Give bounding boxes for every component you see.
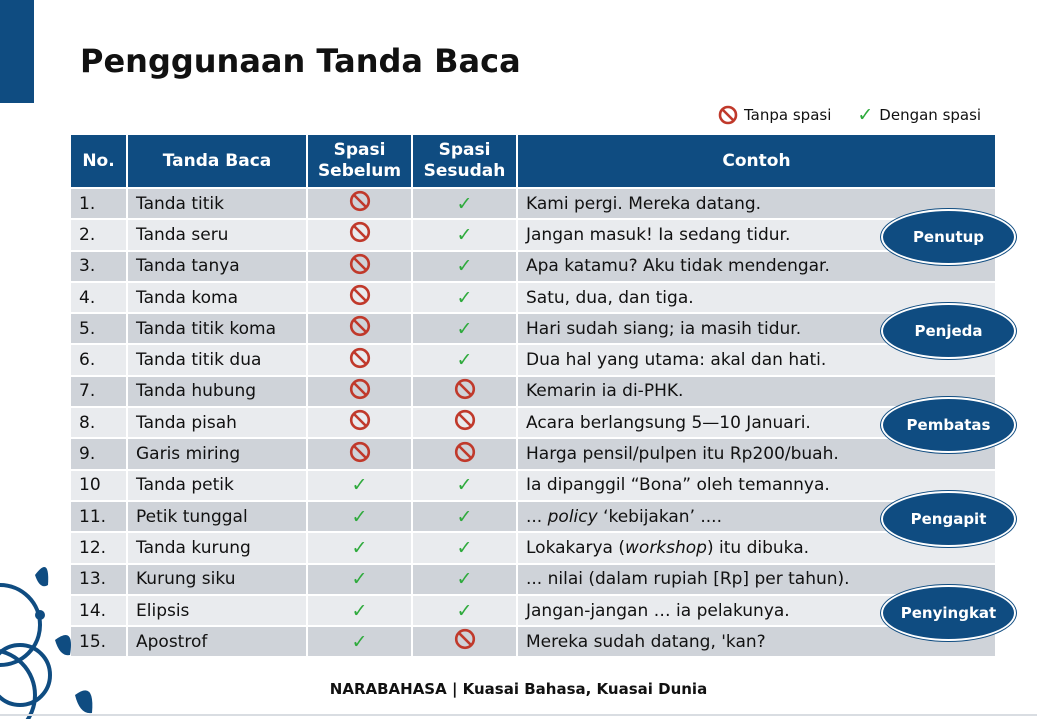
punctuation-name: Tanda koma xyxy=(128,283,306,312)
header-spasi-sebelum-line2: Sebelum xyxy=(317,161,402,181)
check-icon: ✓ xyxy=(351,630,368,653)
space-after-cell xyxy=(413,565,516,594)
header-spasi-sesudah-line2: Sesudah xyxy=(423,161,506,181)
table-row xyxy=(71,220,995,249)
space-after-cell xyxy=(413,533,516,562)
check-icon: ✓ xyxy=(351,568,368,591)
table-row xyxy=(71,252,995,281)
prohibited-icon xyxy=(454,441,476,468)
row-number: 1. xyxy=(71,189,126,218)
space-before-cell xyxy=(308,502,411,531)
row-number: 8. xyxy=(71,408,126,437)
check-icon: ✓ xyxy=(351,599,368,622)
punctuation-name: Elipsis xyxy=(128,596,306,625)
punctuation-name: Garis miring xyxy=(128,439,306,468)
space-before-cell xyxy=(308,189,411,218)
example-segment: Mereka sudah datang, 'kan? xyxy=(526,631,766,652)
row-number: 7. xyxy=(71,377,126,406)
check-icon: ✓ xyxy=(456,317,473,340)
header-spasi-sesudah xyxy=(413,135,516,187)
example-segment: Kemarin ia di-PHK. xyxy=(526,381,684,402)
example-segment: ... xyxy=(526,506,548,527)
punctuation-name: Tanda pisah xyxy=(128,408,306,437)
example-segment: Kami pergi. Mereka datang. xyxy=(526,193,762,214)
prohibited-icon xyxy=(718,105,738,125)
punctuation-name: Kurung siku xyxy=(128,565,306,594)
check-icon: ✓ xyxy=(351,536,368,559)
footer-brand: NARABAHASA | Kuasai Bahasa, Kuasai Dunia xyxy=(329,680,708,698)
space-after-cell xyxy=(413,377,516,406)
space-before-cell xyxy=(308,439,411,468)
space-before-cell xyxy=(308,252,411,281)
bottom-divider xyxy=(0,714,1037,716)
example-segment: Satu, dua, dan tiga. xyxy=(526,287,694,308)
example-segment: policy xyxy=(547,506,598,527)
check-icon: ✓ xyxy=(456,255,473,278)
punctuation-name: Tanda kurung xyxy=(128,533,306,562)
prohibited-icon xyxy=(454,409,476,436)
punctuation-table xyxy=(69,133,997,658)
punctuation-name: Petik tunggal xyxy=(128,502,306,531)
row-number: 6. xyxy=(71,345,126,374)
punctuation-name: Tanda tanya xyxy=(128,252,306,281)
legend-with-space-label: Dengan spasi xyxy=(879,106,982,124)
prohibited-icon xyxy=(349,409,371,436)
table-row xyxy=(71,439,995,468)
space-before-cell xyxy=(308,596,411,625)
table-header-row xyxy=(71,135,995,187)
example-segment: ‘kebijakan’ .... xyxy=(597,506,722,527)
example-segment: Acara berlangsung 5—10 Januari. xyxy=(526,412,811,433)
table-row xyxy=(71,502,995,531)
check-icon: ✓ xyxy=(456,349,473,372)
table-row xyxy=(71,345,995,374)
check-icon: ✓ xyxy=(351,474,368,497)
header-spasi-sesudah-line1: Spasi xyxy=(438,140,491,160)
row-number: 9. xyxy=(71,439,126,468)
table-row xyxy=(71,596,995,625)
check-icon: ✓ xyxy=(456,474,473,497)
check-icon: ✓ xyxy=(456,599,473,622)
header-tanda-baca: Tanda Baca xyxy=(128,135,306,187)
prohibited-icon xyxy=(349,378,371,405)
space-after-cell xyxy=(413,439,516,468)
table-row xyxy=(71,627,995,656)
punctuation-name: Apostrof xyxy=(128,627,306,656)
example-segment: Hari sudah siang; ia masih tidur. xyxy=(526,318,802,339)
punctuation-name: Tanda titik xyxy=(128,189,306,218)
header-spasi-sebelum-line1: Spasi xyxy=(333,140,386,160)
space-before-cell xyxy=(308,220,411,249)
space-after-cell xyxy=(413,627,516,656)
space-before-cell xyxy=(308,471,411,500)
prohibited-icon xyxy=(349,315,371,342)
table-body xyxy=(71,189,995,656)
table-row xyxy=(71,471,995,500)
space-before-cell xyxy=(308,314,411,343)
prohibited-icon xyxy=(349,441,371,468)
table-row xyxy=(71,377,995,406)
legend xyxy=(718,104,981,126)
space-before-cell xyxy=(308,345,411,374)
space-after-cell xyxy=(413,189,516,218)
check-icon: ✓ xyxy=(456,286,473,309)
legend-no-space-label: Tanpa spasi xyxy=(744,106,832,124)
space-before-cell xyxy=(308,377,411,406)
check-icon: ✓ xyxy=(456,505,473,528)
example-segment: Ia dipanggil “Bona” oleh temannya. xyxy=(526,475,830,496)
row-number: 14. xyxy=(71,596,126,625)
punctuation-name: Tanda titik koma xyxy=(128,314,306,343)
punctuation-name: Tanda titik dua xyxy=(128,345,306,374)
punctuation-name: Tanda hubung xyxy=(128,377,306,406)
prohibited-icon xyxy=(454,378,476,405)
space-after-cell xyxy=(413,471,516,500)
left-accent-bar xyxy=(0,0,34,103)
prohibited-icon xyxy=(454,628,476,655)
example-segment: ) itu dibuka. xyxy=(706,537,810,558)
example-segment: workshop xyxy=(625,537,707,558)
space-after-cell xyxy=(413,502,516,531)
table-row xyxy=(71,314,995,343)
punctuation-name: Tanda petik xyxy=(128,471,306,500)
example-segment: Harga pensil/pulpen itu Rp200/buah. xyxy=(526,444,839,465)
space-before-cell xyxy=(308,283,411,312)
space-before-cell xyxy=(308,627,411,656)
prohibited-icon xyxy=(349,284,371,311)
check-icon: ✓ xyxy=(456,536,473,559)
check-icon: ✓ xyxy=(456,192,473,215)
example-segment: Lokakarya ( xyxy=(526,537,626,558)
header-no: No. xyxy=(71,135,126,187)
space-after-cell xyxy=(413,314,516,343)
example-segment: Dua hal yang utama: akal dan hati. xyxy=(526,350,827,371)
space-before-cell xyxy=(308,533,411,562)
row-number: 11. xyxy=(71,502,126,531)
space-after-cell xyxy=(413,220,516,249)
category-label-pengapit: Pengapit xyxy=(881,491,1016,547)
category-label-pembatas: Pembatas xyxy=(881,397,1016,453)
example-segment: Jangan-jangan … ia pelakunya. xyxy=(526,600,790,621)
header-contoh: Contoh xyxy=(518,135,995,187)
row-number: 13. xyxy=(71,565,126,594)
table-row xyxy=(71,408,995,437)
check-icon: ✓ xyxy=(456,223,473,246)
example-segment: ... nilai (dalam rupiah [Rp] per tahun). xyxy=(526,569,850,590)
check-icon: ✓ xyxy=(456,568,473,591)
space-after-cell xyxy=(413,283,516,312)
example-segment: Apa katamu? Aku tidak mendengar. xyxy=(526,256,830,277)
table-row xyxy=(71,189,995,218)
check-icon: ✓ xyxy=(857,104,874,126)
category-label-penjeda: Penjeda xyxy=(881,303,1016,359)
space-after-cell xyxy=(413,252,516,281)
table-row xyxy=(71,283,995,312)
prohibited-icon xyxy=(349,347,371,374)
row-number: 2. xyxy=(71,220,126,249)
row-number: 15. xyxy=(71,627,126,656)
space-after-cell xyxy=(413,408,516,437)
space-after-cell xyxy=(413,596,516,625)
space-after-cell xyxy=(413,345,516,374)
row-number: 10 xyxy=(71,471,126,500)
category-label-penyingkat: Penyingkat xyxy=(881,585,1016,641)
space-before-cell xyxy=(308,565,411,594)
table-row xyxy=(71,533,995,562)
row-number: 4. xyxy=(71,283,126,312)
row-number: 5. xyxy=(71,314,126,343)
category-label-penutup: Penutup xyxy=(881,209,1016,265)
example-segment: Jangan masuk! Ia sedang tidur. xyxy=(526,224,791,245)
header-spasi-sebelum xyxy=(308,135,411,187)
prohibited-icon xyxy=(349,221,371,248)
table-row xyxy=(71,565,995,594)
page-title: Penggunaan Tanda Baca xyxy=(80,42,521,80)
check-icon: ✓ xyxy=(351,505,368,528)
prohibited-icon xyxy=(349,190,371,217)
space-before-cell xyxy=(308,408,411,437)
row-number: 12. xyxy=(71,533,126,562)
prohibited-icon xyxy=(349,253,371,280)
row-number: 3. xyxy=(71,252,126,281)
punctuation-name: Tanda seru xyxy=(128,220,306,249)
